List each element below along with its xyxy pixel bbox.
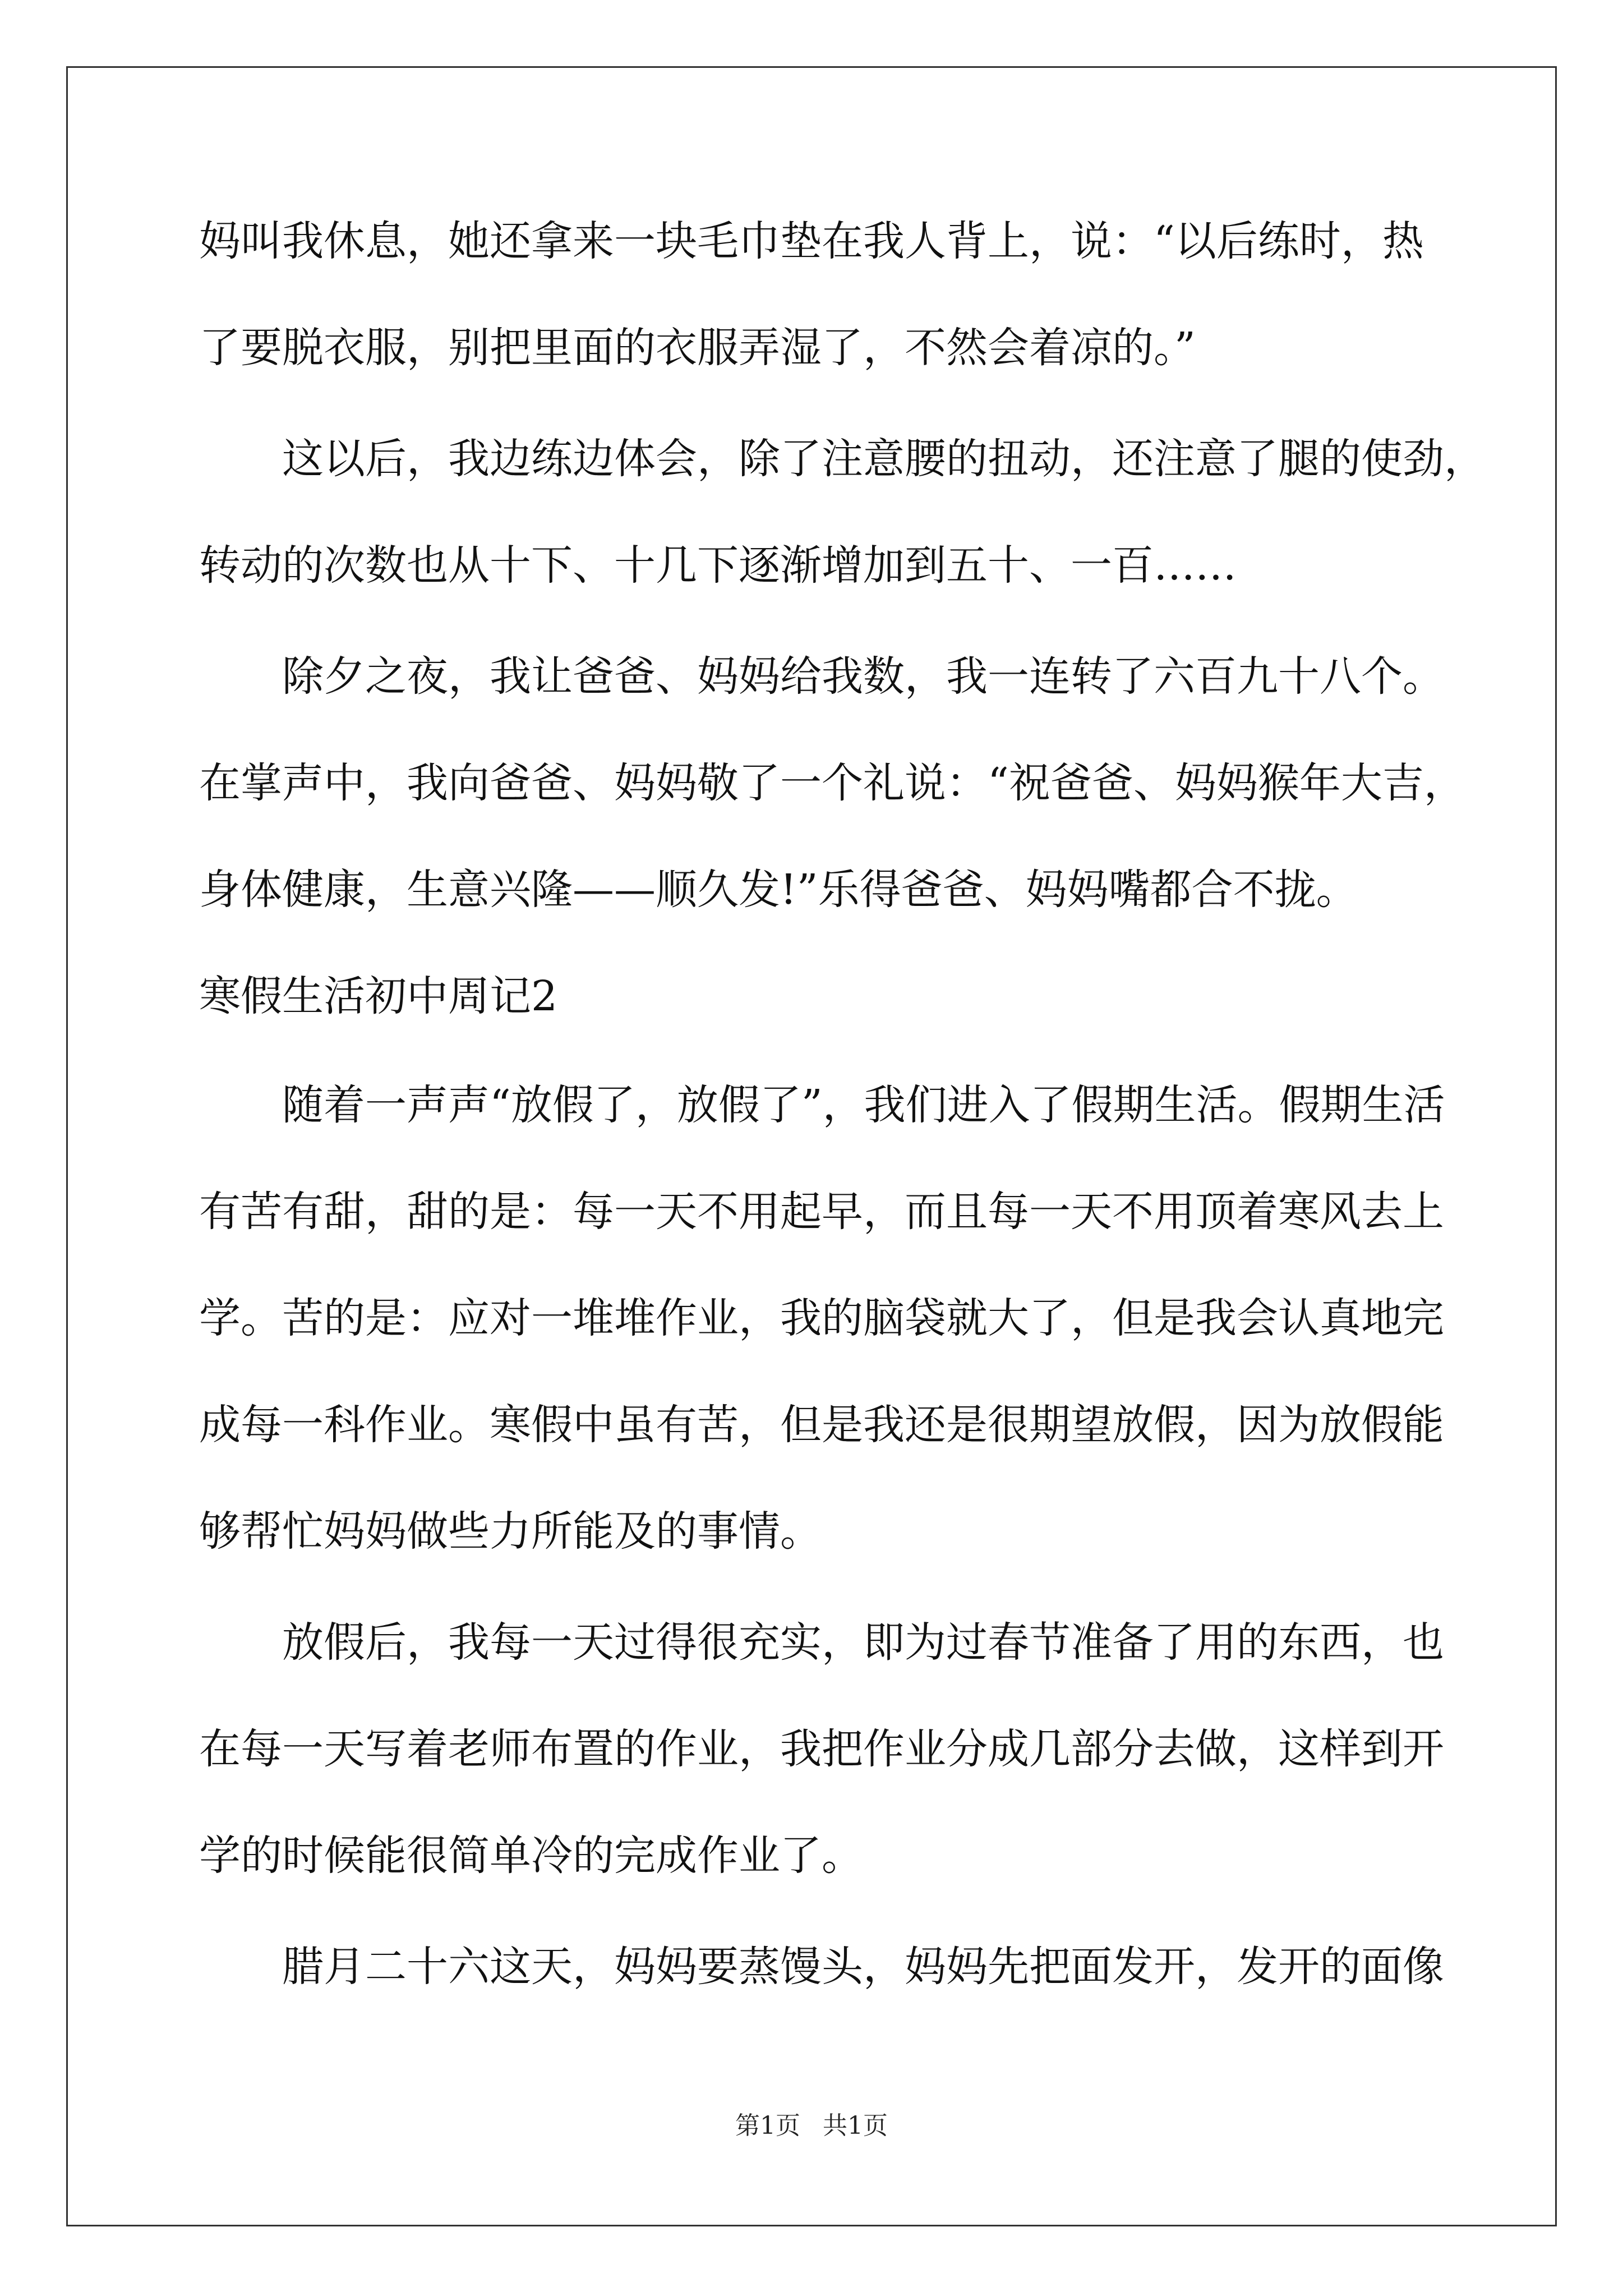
text-line: 了要脱衣服，别把里面的衣服弄湿了，不然会着凉的。” (199, 324, 1196, 372)
text-line: 有苦有甜，甜的是：每一天不用起早，而且每一天不用顶着寒风去上 (199, 1188, 1444, 1236)
page-border (66, 66, 1557, 2226)
text-line: 学的时候能很简单冷的完成作业了。 (199, 1832, 863, 1880)
text-line: 在掌声中，我向爸爸、妈妈敬了一个礼说：“祝爸爸、妈妈猴年大吉， (199, 759, 1465, 807)
text-line: 放假后，我每一天过得很充实，即为过春节准备了用的东西，也 (282, 1618, 1444, 1667)
text-line: 转动的次数也从十下、十几下逐渐增加到五十、一百…… (199, 541, 1237, 590)
section-heading: 寒假生活初中周记2 (199, 972, 558, 1020)
text-line: 在每一天写着老师布置的作业，我把作业分成几部分去做，这样到开 (199, 1725, 1444, 1773)
text-line: 妈叫我休息，她还拿来一块毛巾垫在我人背上，说：“以后练时，热 (199, 217, 1424, 265)
page-total: 共1页 (823, 2111, 888, 2140)
text-line: 随着一声声“放假了，放假了”，我们进入了假期生活。假期生活 (282, 1081, 1445, 1129)
text-line: 成每一科作业。寒假中虽有苦，但是我还是很期望放假，因为放假能 (199, 1401, 1444, 1449)
text-line: 这以后，我边练边体会，除了注意腰的扭动，还注意了腿的使劲， (282, 435, 1486, 483)
text-line: 学。苦的是：应对一堆堆作业，我的脑袋就大了，但是我会认真地完 (199, 1294, 1444, 1342)
text-line: 身体健康，生意兴隆——顺久发!”乐得爸爸、妈妈嘴都合不拢。 (199, 866, 1358, 914)
page-number: 第1页 (735, 2111, 800, 2140)
text-line: 腊月二十六这天，妈妈要蒸馒头，妈妈先把面发开，发开的面像 (282, 1943, 1444, 1991)
page-footer (0, 2109, 1623, 2143)
text-line: 除夕之夜，我让爸爸、妈妈给我数，我一连转了六百九十八个。 (282, 652, 1444, 701)
text-line: 够帮忙妈妈做些力所能及的事情。 (199, 1507, 822, 1556)
